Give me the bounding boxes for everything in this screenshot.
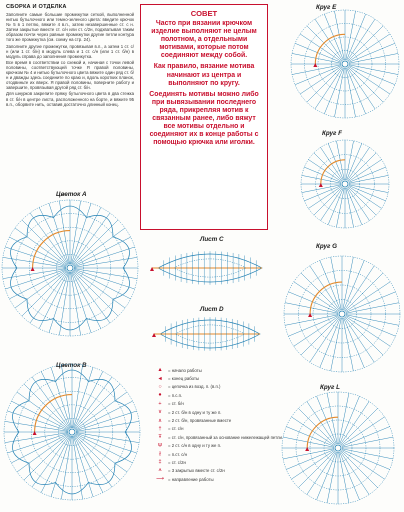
legend-symbol: † [158,425,162,432]
circle-f-diagram [301,140,389,228]
legend-row [152,391,282,399]
legend-label: = цепочка из возд. п. (в.п.) [168,384,221,390]
leaf-d-caption: Лист D [200,306,224,313]
legend-label: = конец работы [168,376,200,382]
legend-label: = 2 ст. б/н, провязанные вместе [168,418,232,424]
tip-paragraph: Соединять мотивы можно либо при вывязывании последнего ряда, прикрепляя мотив к связанным ранее, либо вяжут все мотивы отдельно и соединяют их в конце работы с помощью крючка или иголки. [149,90,259,147]
legend-label: = начало работы [168,367,202,373]
circle-f-caption: Круг F [322,130,343,137]
circle-l-diagram [282,392,394,504]
legend-row [152,383,282,391]
circle-g-caption: Круг G [316,243,338,250]
legend-row [152,450,282,458]
circle-e-diagram [291,10,399,118]
flower-b-caption: Цветок В [56,362,87,369]
legend-row [152,416,282,424]
leaf-d-diagram [152,317,260,351]
legend-symbol: ∤ [158,451,162,458]
legend-symbol: ○ [158,383,162,390]
legend-label: = 2 ст. с/н в одну и ту же п. [168,443,222,449]
legend-symbol: ● [158,392,162,399]
instruction-paragraph: Заполните самые большие промежутки сеткой, выполненной нитью бутылочного или темно-зеленого цвета: введите крючок № 5 в 1 петлю, вяжите 4 в.п., затем незавершенные ст. с н. Затем закрытые вместе ст. с/н или ст. с/2н, подхватывая таким образом почти через равные промежутки другие петли контура того же промежутка (см. схему на стр. 24). [6,12,134,43]
legend-symbol: ⩚ [158,467,162,474]
legend-label: = ст. с/2н [168,459,186,465]
legend-label: = ст. б/н [168,401,184,407]
legend-row [152,475,282,483]
legend-label: = п.ст. с/н [168,451,187,457]
leaf-c-caption: Лист С [200,236,224,243]
instruction-paragraph: Все время в соответствии со схемой и, начиная с точки левой половины, соответствующей точке Я правой половины, крючком № 4 и нитью бутылочного цвета вяжите один ряд ст. б/н и дважды здесь соедините по краю и, вдоль коротких планок, отодвиньте их вверх. Я правой половины, поверните работу и завершите, провязывая другой ряд ст. б/н. [6,59,134,91]
instruction-paragraph: Заполните другие промежутки, провязывая в.п., а затем 1 ст. с/н (или 1 ст. б/н) в модуль слева и 1 ст. с/н (или 1 ст. б/н) в модуль справа до заполнения промежутка. [6,43,134,59]
legend-label: = 2 ст. б/н в одну и ту же п. [168,409,222,415]
flower-b-diagram [4,364,140,500]
legend-symbol: ∧ [158,417,162,424]
legend-label: = ст. с/н [168,426,184,432]
tip-paragraph: Как правило, вязание мотива начинают из центра и выполняют по кругу. [153,63,255,87]
legend-row [152,467,282,475]
legend-symbol: ▲ [157,367,163,374]
tip-paragraph: Часто при вязании крючком изделие выполняют не целым полотном, а отдельными мотивами, которые потом соединяют между собой. [151,20,257,60]
legend-symbol: Ψ [157,442,163,449]
legend-label: = п.с.п. [168,392,183,398]
circle-e-caption: Круг Е [316,4,337,11]
legend-row [152,366,282,374]
legend-symbol: + [158,400,162,407]
legend-symbol: ⟶ [156,476,164,483]
flower-a-diagram [2,200,138,336]
legend-label: = ст. с/н, провязанный за основание нижележащей петли [168,434,282,440]
legend-symbol: ◄ [157,375,163,382]
leaf-c-diagram [150,251,262,285]
legend-symbol: Ŧ [158,434,162,441]
legend-row [152,442,282,450]
legend-row [152,458,282,466]
circle-l-caption: Круг L [320,384,341,391]
legend-row [152,408,282,416]
instruction-paragraph: Для шнурков закрепите пряжу бутылочного цвета в два стежка в ст. б/н в центре листа, расположенного на борте, и вяжите 95 в.п., оборвите нить, оставив достаточно длинный конец. [6,91,134,107]
tip-title: СОВЕТ [190,9,218,18]
legend-row [152,433,282,441]
legend-label: = 3 закрытых вместе ст. с/2н [168,468,225,474]
circle-g-diagram [284,256,400,372]
flower-a-caption: Цветок А [56,191,87,198]
assembly-heading: СБОРКА И ОТДЕЛКА [6,4,67,10]
legend-row [152,400,282,408]
stitch-legend [152,366,282,483]
legend-label: = направление работы [168,476,214,482]
legend-symbol: ‡ [158,459,162,466]
legend-symbol: ∨ [158,409,162,416]
legend-row [152,374,282,382]
legend-row [152,425,282,433]
